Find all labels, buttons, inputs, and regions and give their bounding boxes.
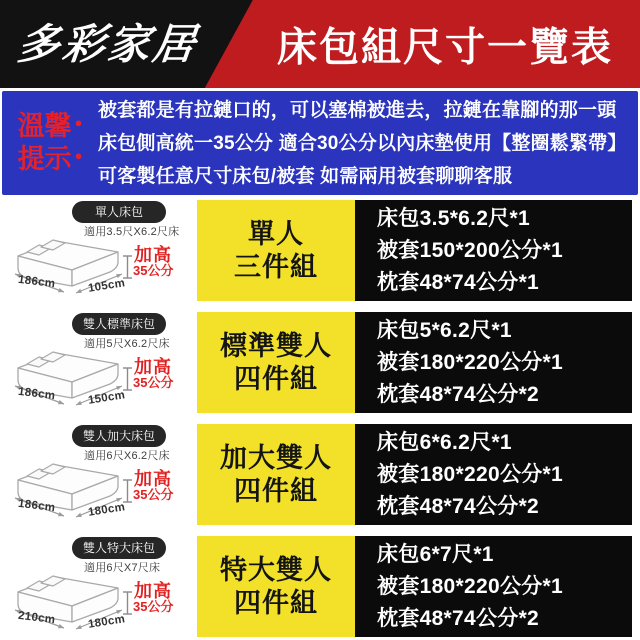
bed-depth-label: 180cm <box>87 613 127 631</box>
fit-size-label: 適用5尺X6.2尺床 <box>84 338 170 350</box>
height-bracket-icon <box>123 479 132 503</box>
item-duvet-cover: 被套180*220公分*1 <box>377 350 563 374</box>
set-contents-box <box>355 424 632 525</box>
bed-illustration-panel <box>0 536 197 637</box>
height-bracket-icon <box>123 255 132 279</box>
bed-depth-label: 105cm <box>87 277 127 295</box>
raise-label: 加高 <box>134 357 172 377</box>
size-row-standard-double <box>0 312 632 413</box>
raise-value: 35公分 <box>133 263 174 278</box>
item-sheet: 床包5*6.2尺*1 <box>377 318 512 342</box>
set-name-box <box>197 536 355 637</box>
set-name-box <box>197 424 355 525</box>
bed-illustration <box>12 348 136 412</box>
item-pillowcase: 枕套48*74公分*2 <box>377 494 540 518</box>
bed-illustration-panel <box>0 312 197 413</box>
tips-label-line1 <box>2 110 98 143</box>
tips-label-text1: 溫馨 <box>17 111 72 141</box>
raise-label: 加高 <box>134 245 172 265</box>
height-bracket-icon <box>123 591 132 615</box>
bed-width-label: 186cm <box>17 385 56 403</box>
page-title: 床包組尺寸一覽表 <box>277 25 613 70</box>
set-name-line1: 標準雙人 <box>220 330 332 361</box>
height-bracket-icon <box>123 367 132 391</box>
raise-value: 35公分 <box>133 487 174 502</box>
item-sheet: 床包3.5*6.2尺*1 <box>377 206 531 230</box>
bed-type-pill: 雙人標準床包 <box>72 313 166 335</box>
set-name-box <box>197 312 355 413</box>
item-sheet: 床包6*7尺*1 <box>377 542 494 566</box>
tips-line: 可客製任意尺寸床包/被套 如需兩用被套聊聊客服 <box>98 165 513 187</box>
fit-size-label: 適用3.5尺X6.2尺床 <box>84 226 180 238</box>
tips-band <box>2 91 638 195</box>
raise-value: 35公分 <box>133 375 174 390</box>
bed-type-pill: 雙人特大床包 <box>72 537 166 559</box>
bed-illustration-panel <box>0 200 197 301</box>
set-name-line2: 四件組 <box>234 475 318 506</box>
size-rows <box>0 200 632 640</box>
brand-logo: 多彩家居 <box>15 19 201 69</box>
raise-value: 35公分 <box>133 599 174 614</box>
bed-width-label: 186cm <box>17 497 56 515</box>
item-duvet-cover: 被套180*220公分*1 <box>377 462 563 486</box>
fit-size-label: 適用6尺X6.2尺床 <box>84 450 170 462</box>
bed-illustration <box>12 572 136 636</box>
bed-illustration-panel <box>0 424 197 525</box>
item-pillowcase: 枕套48*74公分*2 <box>377 382 540 406</box>
bullet-dot-icon: ● <box>74 148 83 163</box>
tips-label-text2: 提示 <box>17 144 72 174</box>
bullet-dot-icon: ● <box>74 115 83 130</box>
set-contents-box <box>355 536 632 637</box>
fit-size-label: 適用6尺X7尺床 <box>84 562 161 574</box>
size-row-king <box>0 536 632 637</box>
raise-label: 加高 <box>134 581 172 601</box>
bed-depth-label: 180cm <box>87 501 127 519</box>
bed-type-pill: 單人床包 <box>72 201 166 223</box>
set-name-line2: 三件組 <box>234 251 318 282</box>
set-contents-box <box>355 312 632 413</box>
set-name-line2: 四件組 <box>234 587 318 618</box>
tips-label-line2 <box>2 143 98 176</box>
set-name-line2: 四件組 <box>234 363 318 394</box>
header-banner <box>0 0 640 88</box>
size-row-single <box>0 200 632 301</box>
bed-illustration <box>12 460 136 524</box>
bed-type-pill: 雙人加大床包 <box>72 425 166 447</box>
item-pillowcase: 枕套48*74公分*1 <box>377 270 540 294</box>
size-row-queen <box>0 424 632 525</box>
raise-label: 加高 <box>134 469 172 489</box>
set-name-box <box>197 200 355 301</box>
item-duvet-cover: 被套150*200公分*1 <box>377 238 563 262</box>
item-pillowcase: 枕套48*74公分*2 <box>377 606 540 630</box>
tips-body <box>98 94 638 193</box>
tips-line: 床包側高統一35公分 適合30公分以內床墊使用【整圈鬆緊帶】 <box>98 132 627 154</box>
set-name-line1: 加大雙人 <box>220 442 332 473</box>
tips-line: 被套都是有拉鏈口的，可以塞棉被進去，拉鏈在靠腳的那一頭 <box>98 99 617 121</box>
bed-illustration <box>12 236 136 300</box>
set-contents-box <box>355 200 632 301</box>
tips-label <box>2 110 98 176</box>
bed-width-label: 186cm <box>17 273 56 291</box>
set-name-line1: 特大雙人 <box>220 554 332 585</box>
bed-width-label: 210cm <box>17 609 56 627</box>
item-sheet: 床包6*6.2尺*1 <box>377 430 512 454</box>
bed-depth-label: 150cm <box>87 389 127 407</box>
set-name-line1: 單人 <box>248 218 304 249</box>
item-duvet-cover: 被套180*220公分*1 <box>377 574 563 598</box>
